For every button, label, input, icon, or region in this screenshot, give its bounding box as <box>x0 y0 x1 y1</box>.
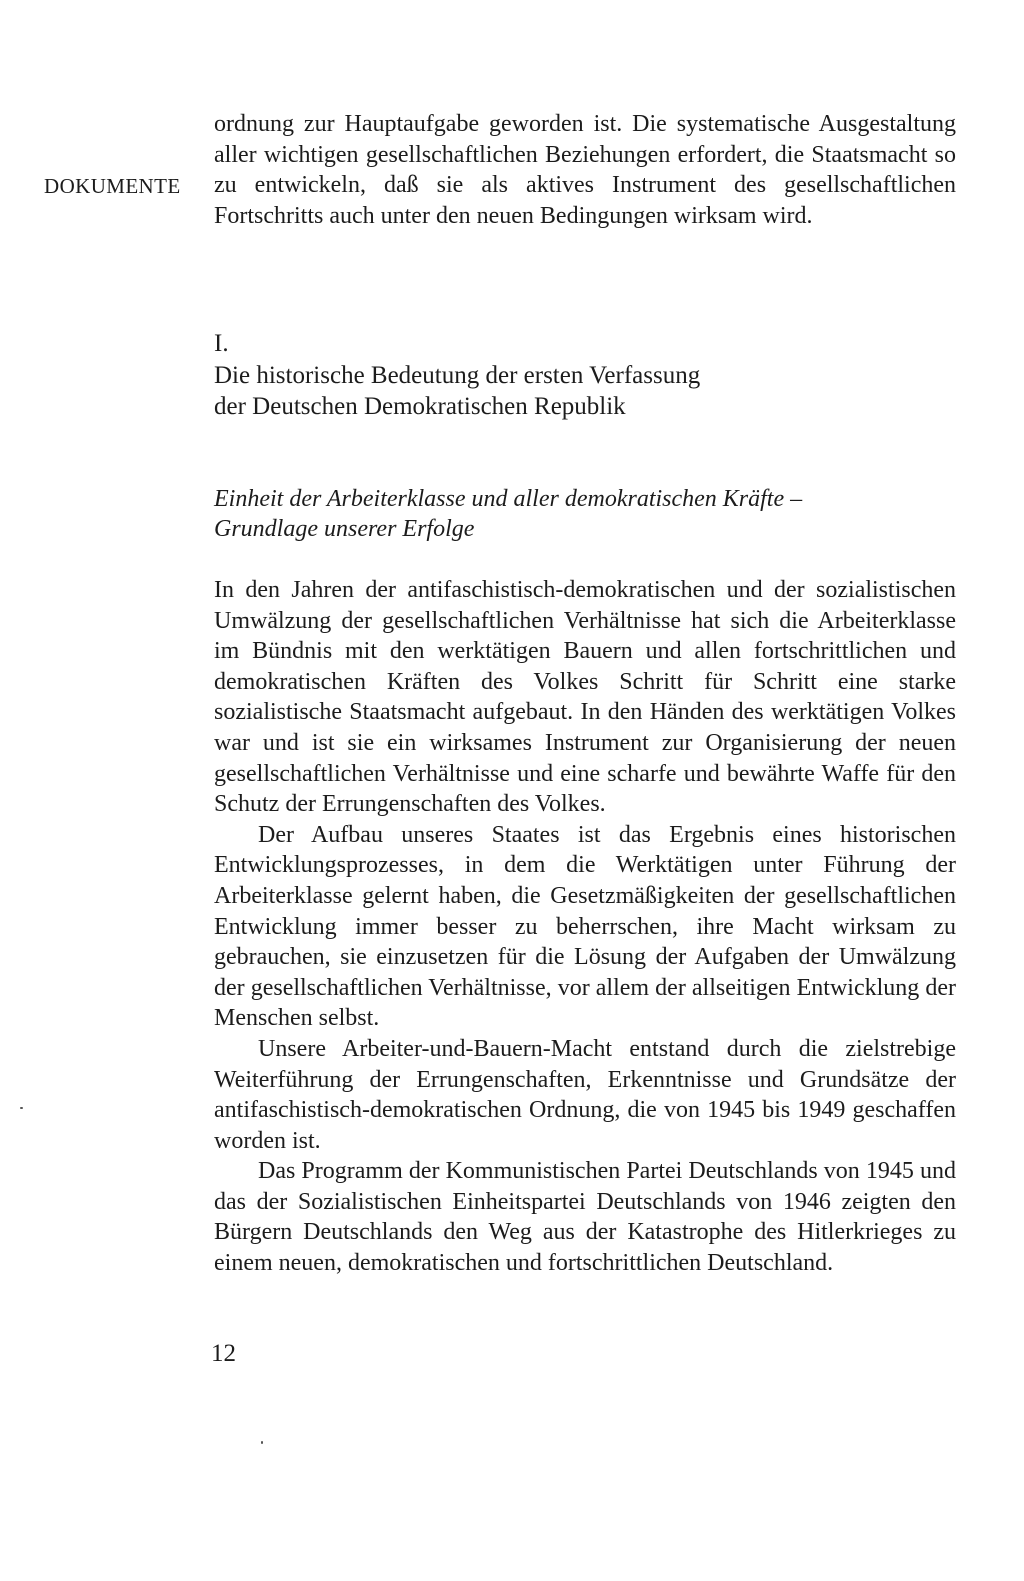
scan-speck <box>261 1441 263 1444</box>
body-paragraph-3: Unsere Arbeiter-und-Bauern-Macht entstand durch die zielstrebige Weiterführung der Errungenschaften, Erkenntnisse und Grundsätze der antifaschistisch-demokratischen Ordnung, die von 1945 bis 1949 geschaffen worden ist. <box>214 1035 956 1154</box>
section-title <box>214 360 956 422</box>
intro-paragraph: ordnung zur Hauptaufgabe geworden ist. Die systematische Ausgestaltung aller wichtigen gesellschaftlichen Beziehungen erfordert, die Staatsmacht so zu entwickeln, daß sie als aktives Instrument des gesellschaftlichen Fortschritts auch unter den neuen Bedingungen wirksam wird. <box>214 111 956 229</box>
body-paragraph-2: Der Aufbau unseres Staates ist das Ergebnis eines historischen Entwicklungsprozesses, in dem die Werktätigen unter Führung der Arbeiterklasse gelernt haben, die Gesetzmäßigkeiten der gesellschaftlichen Entwicklung immer besser zu beherrschen, ihre Macht wirksam zu gebrauchen, sie einzusetzen für die Lösung der Aufgaben der Umwälzung der gesellschaftlichen Verhältnisse, vor allem der allseitigen Entwicklung der Menschen selbst. <box>214 821 956 1032</box>
body-paragraph-4: Das Programm der Kommunistischen Partei Deutschlands von 1945 und das der Sozialistischen Einheitspartei Deutschlands von 1946 zeigten den Bürgern Deutschlands den Weg aus der Katastrophe des Hitlerkrieges zu einem neuen, demokratischen und fortschrittlichen Deutschland. <box>214 1158 956 1277</box>
body-paragraph-1: In den Jahren der antifaschistisch-demokratischen und der sozialistischen Umwälzung der gesellschaftlichen Verhältnisse hat sich die Arbeiterklasse im Bündnis mit den werktätigen Bauern und allen fortschrittlichen und demokratischen Kräften des Volkes Schritt für Schritt eine starke sozialistische Staatsmacht aufgebaut. In den Händen des werktätigen Volkes war und ist sie ein wirksames Instrument zur Organisierung der neuen gesellschaftlichen Verhältnisse und eine scharfe und bewährte Waffe für den Schutz der Errungenschaften des Volkes. <box>214 577 956 818</box>
margin-section-label: DOKUMENTE <box>44 174 181 198</box>
scan-speck <box>20 1107 23 1109</box>
section-number: I. <box>214 330 229 357</box>
page-number: 12 <box>211 1340 236 1367</box>
body-text <box>214 575 956 1279</box>
subsection-heading-line-2: Grundlage unserer Erfolge <box>214 516 475 542</box>
intro-paragraph-block <box>214 109 956 231</box>
subsection-heading <box>214 484 956 544</box>
section-title-line-1: Die historische Bedeutung der ersten Verfassung <box>214 362 701 389</box>
subsection-heading-line-1: Einheit der Arbeiterklasse und aller demokratischen Kräfte – <box>214 486 803 512</box>
section-title-line-2: der Deutschen Demokratischen Republik <box>214 393 626 420</box>
